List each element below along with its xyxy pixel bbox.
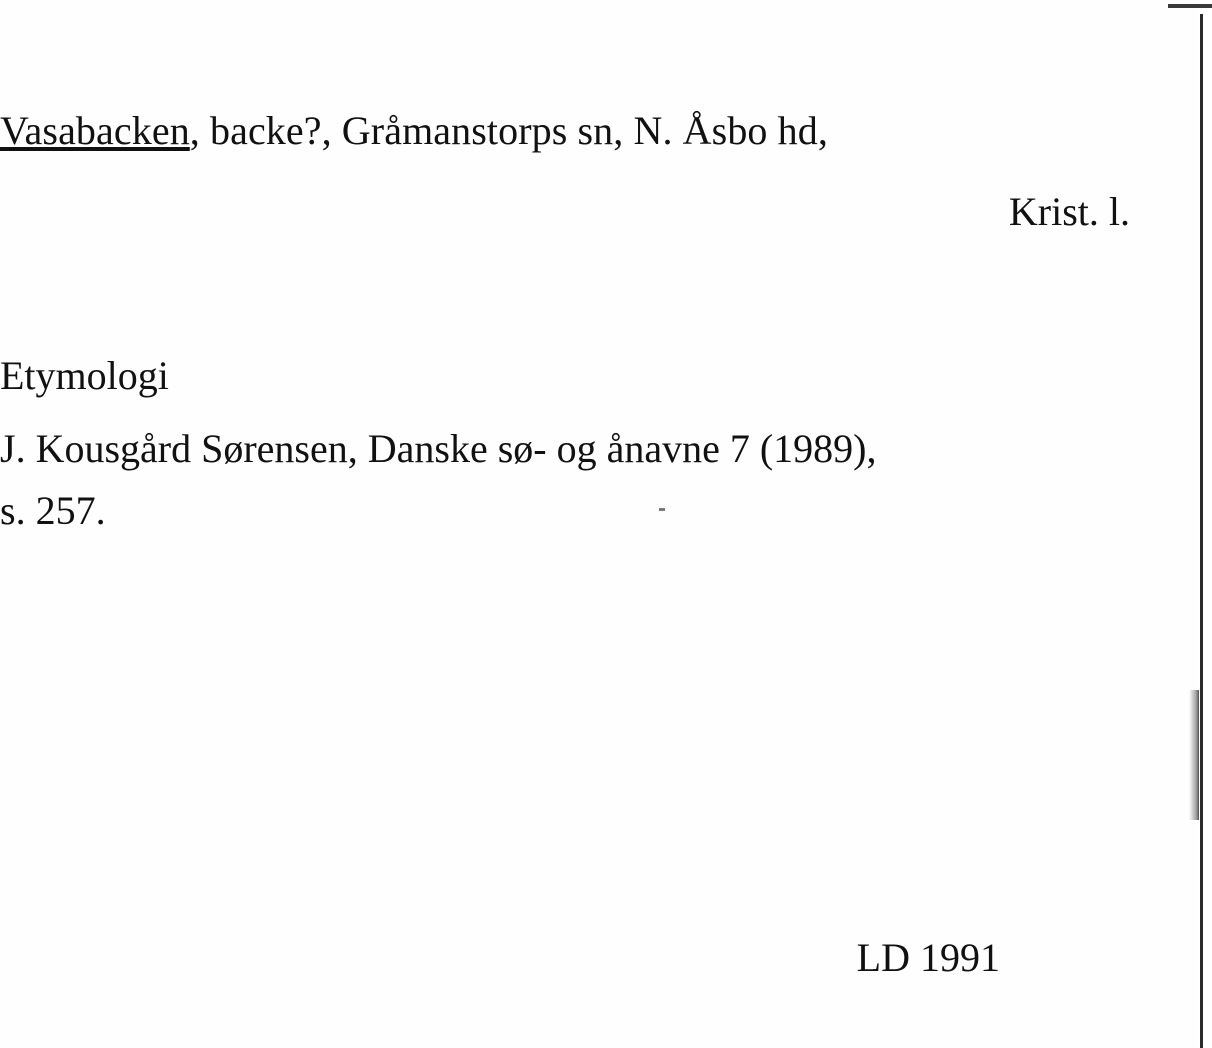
headword: Vasabacken: [0, 108, 190, 153]
headword-qualifiers: , backe?, Gråmanstorps sn, N. Åsbo hd,: [189, 108, 828, 153]
scan-top-tick: [1168, 4, 1212, 8]
scan-speck: [659, 508, 665, 511]
section-label-etymology: Etymologi: [0, 353, 169, 398]
reference-block: [0, 418, 1120, 542]
headword-line: [0, 105, 1150, 157]
locality-line: Krist. l.: [1008, 189, 1130, 234]
scan-right-margin: [1196, 0, 1212, 1048]
scan-edge-smudge: [1189, 690, 1199, 820]
reference-line-1: J. Kousgård Sørensen, Danske sø- og ånavne 7 (1989),: [0, 426, 877, 471]
scan-binding-line: [1200, 14, 1203, 1048]
reference-line-2: s. 257.: [0, 488, 106, 533]
footer-signature: LD 1991: [856, 935, 1000, 980]
